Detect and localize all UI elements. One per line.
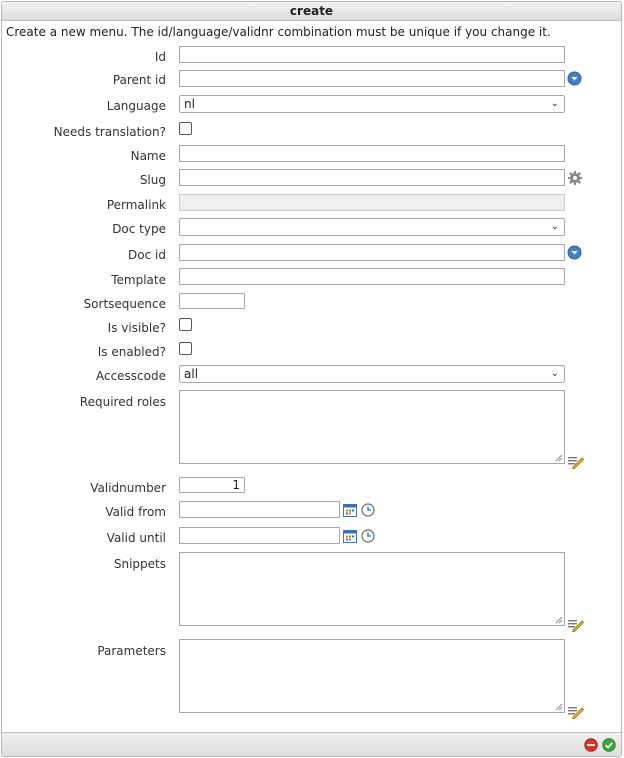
required-roles-label: Required roles (79, 395, 166, 409)
template-label: Template (111, 273, 166, 287)
calendar-icon[interactable] (343, 529, 357, 543)
needs-translation-checkbox[interactable] (179, 122, 192, 135)
chevron-down-icon: ⌄ (550, 221, 559, 232)
template-field[interactable] (179, 268, 565, 285)
language-select[interactable] (179, 95, 565, 113)
lookup-down-icon[interactable] (567, 71, 582, 86)
valid-from-label: Valid from (105, 505, 166, 519)
resize-grip-icon[interactable] (555, 616, 563, 624)
is-enabled-checkbox[interactable] (179, 342, 192, 355)
doc-type-label: Doc type (112, 222, 166, 236)
snippets-textarea[interactable] (179, 552, 565, 626)
valid-from-field[interactable] (179, 501, 340, 518)
accesscode-selected-value: all (184, 367, 199, 381)
snippets-label: Snippets (113, 557, 166, 571)
accesscode-label: Accesscode (95, 369, 166, 383)
slug-label: Slug (139, 173, 166, 187)
is-visible-checkbox[interactable] (179, 318, 192, 331)
validnumber-label: Validnumber (90, 481, 166, 495)
valid-until-label: Valid until (106, 531, 166, 545)
doc-id-label: Doc id (128, 248, 166, 262)
parent-id-field[interactable] (179, 70, 565, 87)
validnumber-field[interactable] (179, 477, 245, 493)
resize-grip-icon[interactable] (555, 454, 563, 462)
language-label: Language (106, 99, 166, 113)
doc-type-select[interactable] (179, 218, 565, 236)
gear-icon[interactable] (567, 170, 583, 186)
sortsequence-field[interactable] (179, 293, 245, 309)
accesscode-select[interactable] (179, 365, 565, 383)
intro-text: Create a new menu. The id/language/validnr combination must be unique if you change it. (6, 25, 551, 39)
dialog-title: create (2, 2, 621, 21)
id-label: Id (154, 50, 166, 64)
parameters-textarea[interactable] (179, 639, 565, 713)
confirm-icon[interactable] (602, 738, 616, 752)
permalink-label: Permalink (106, 198, 166, 212)
valid-until-field[interactable] (179, 527, 340, 544)
dialog-footer (2, 732, 621, 756)
slug-field[interactable] (179, 169, 565, 186)
name-label: Name (130, 149, 166, 163)
clock-icon[interactable] (361, 503, 375, 517)
doc-id-field[interactable] (179, 244, 565, 261)
parameters-label: Parameters (97, 644, 166, 658)
permalink-field (179, 194, 565, 211)
pencil-edit-icon[interactable] (567, 454, 584, 469)
cancel-icon[interactable] (584, 738, 598, 752)
sortsequence-label: Sortsequence (83, 297, 166, 311)
pencil-edit-icon[interactable] (567, 704, 584, 719)
is-visible-label: Is visible? (107, 321, 166, 335)
resize-grip-icon[interactable] (555, 703, 563, 711)
needs-translation-label: Needs translation? (53, 125, 166, 139)
chevron-down-icon: ⌄ (550, 368, 559, 379)
clock-icon[interactable] (361, 529, 375, 543)
calendar-icon[interactable] (343, 503, 357, 517)
chevron-down-icon: ⌄ (550, 98, 559, 109)
parent-id-label: Parent id (112, 73, 166, 87)
lookup-down-icon[interactable] (567, 245, 582, 260)
pencil-edit-icon[interactable] (567, 617, 584, 632)
is-enabled-label: Is enabled? (97, 345, 166, 359)
create-menu-dialog (1, 1, 622, 757)
name-field[interactable] (179, 145, 565, 162)
id-field[interactable] (179, 46, 565, 63)
language-selected-value: nl (184, 97, 195, 111)
required-roles-textarea[interactable] (179, 390, 565, 464)
